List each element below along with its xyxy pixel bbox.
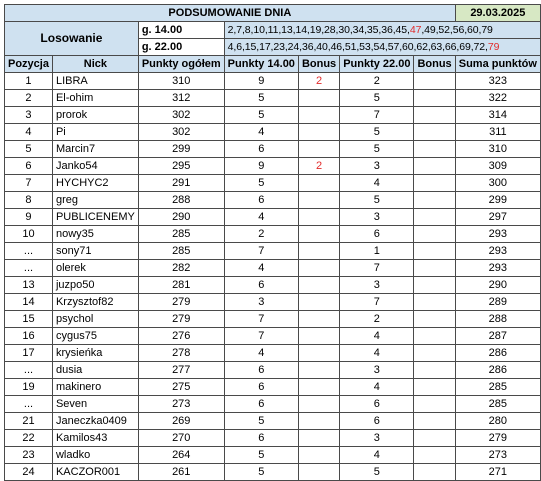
position-cell: ...: [5, 243, 53, 260]
bonus-22-cell: [414, 90, 455, 107]
position-cell: 4: [5, 124, 53, 141]
total-points-cell: 275: [138, 379, 224, 396]
table-row: [5, 396, 541, 413]
sum-points-cell: 289: [455, 294, 540, 311]
draw-label-1: g. 14.00: [138, 22, 224, 39]
nick-cell: dusia: [52, 362, 138, 379]
col-header-bonus-2: Bonus: [414, 56, 455, 73]
bonus-14-cell: [298, 260, 339, 277]
sum-points-cell: 293: [455, 226, 540, 243]
sum-points-cell: 271: [455, 464, 540, 481]
sum-points-cell: 299: [455, 192, 540, 209]
bonus-14-cell: [298, 107, 339, 124]
points-14-cell: 6: [224, 277, 298, 294]
page-title: PODSUMOWANIE DNIA: [5, 5, 456, 22]
total-points-cell: 312: [138, 90, 224, 107]
nick-cell: juzpo50: [52, 277, 138, 294]
bonus-14-cell: [298, 413, 339, 430]
nick-cell: makinero: [52, 379, 138, 396]
total-points-cell: 299: [138, 141, 224, 158]
sum-points-cell: 314: [455, 107, 540, 124]
total-points-cell: 282: [138, 260, 224, 277]
sum-points-cell: 285: [455, 379, 540, 396]
bonus-22-cell: [414, 192, 455, 209]
total-points-cell: 278: [138, 345, 224, 362]
ranking-rows: [5, 73, 541, 481]
points-22-cell: 5: [340, 124, 414, 141]
bonus-22-cell: [414, 379, 455, 396]
position-cell: 5: [5, 141, 53, 158]
col-header-nick: Nick: [52, 56, 138, 73]
position-cell: 13: [5, 277, 53, 294]
total-points-cell: 290: [138, 209, 224, 226]
points-22-cell: 4: [340, 379, 414, 396]
bonus-14-cell: [298, 192, 339, 209]
nick-cell: olerek: [52, 260, 138, 277]
points-22-cell: 4: [340, 345, 414, 362]
points-22-cell: 5: [340, 192, 414, 209]
points-14-cell: 3: [224, 294, 298, 311]
points-14-cell: 9: [224, 73, 298, 90]
bonus-14-cell: [298, 209, 339, 226]
col-header-pozycja: Pozycja: [5, 56, 53, 73]
points-14-cell: 2: [224, 226, 298, 243]
total-points-cell: 276: [138, 328, 224, 345]
points-22-cell: 6: [340, 413, 414, 430]
table-row: [5, 430, 541, 447]
table-row: [5, 447, 541, 464]
position-cell: ...: [5, 260, 53, 277]
nick-cell: Janko54: [52, 158, 138, 175]
sum-points-cell: 311: [455, 124, 540, 141]
points-14-cell: 4: [224, 209, 298, 226]
table-row: [5, 107, 541, 124]
bonus-22-cell: [414, 345, 455, 362]
total-points-cell: 261: [138, 464, 224, 481]
bonus-22-cell: [414, 311, 455, 328]
bonus-14-cell: [298, 294, 339, 311]
points-22-cell: 1: [340, 243, 414, 260]
table-row: [5, 124, 541, 141]
points-22-cell: 4: [340, 447, 414, 464]
date-cell: 29.03.2025: [455, 5, 540, 22]
nick-cell: KACZOR001: [52, 464, 138, 481]
sum-points-cell: 285: [455, 396, 540, 413]
table-row: [5, 413, 541, 430]
bonus-14-cell: 2: [298, 158, 339, 175]
nick-cell: psychol: [52, 311, 138, 328]
total-points-cell: 288: [138, 192, 224, 209]
sum-points-cell: 279: [455, 430, 540, 447]
position-cell: 17: [5, 345, 53, 362]
position-cell: 3: [5, 107, 53, 124]
bonus-22-cell: [414, 124, 455, 141]
total-points-cell: 291: [138, 175, 224, 192]
points-22-cell: 4: [340, 328, 414, 345]
sum-points-cell: 286: [455, 362, 540, 379]
sum-points-cell: 288: [455, 311, 540, 328]
nick-cell: HYCHYC2: [52, 175, 138, 192]
nick-cell: prorok: [52, 107, 138, 124]
nick-cell: El-ohim: [52, 90, 138, 107]
points-14-cell: 4: [224, 260, 298, 277]
table-row: [5, 90, 541, 107]
sum-points-cell: 287: [455, 328, 540, 345]
bonus-14-cell: [298, 345, 339, 362]
position-cell: 19: [5, 379, 53, 396]
nick-cell: wladko: [52, 447, 138, 464]
points-22-cell: 7: [340, 260, 414, 277]
total-points-cell: 295: [138, 158, 224, 175]
position-cell: 22: [5, 430, 53, 447]
table-row: [5, 379, 541, 396]
total-points-cell: 285: [138, 226, 224, 243]
bonus-22-cell: [414, 226, 455, 243]
points-22-cell: 4: [340, 175, 414, 192]
position-cell: 15: [5, 311, 53, 328]
points-14-cell: 4: [224, 345, 298, 362]
bonus-14-cell: [298, 464, 339, 481]
col-header-bonus-1: Bonus: [298, 56, 339, 73]
total-points-cell: 279: [138, 311, 224, 328]
total-points-cell: 270: [138, 430, 224, 447]
points-22-cell: 2: [340, 73, 414, 90]
title-row: [5, 5, 541, 22]
position-cell: 8: [5, 192, 53, 209]
bonus-22-cell: [414, 141, 455, 158]
bonus-14-cell: [298, 379, 339, 396]
bonus-14-cell: [298, 311, 339, 328]
sum-points-cell: 323: [455, 73, 540, 90]
points-22-cell: 7: [340, 294, 414, 311]
sum-points-cell: 297: [455, 209, 540, 226]
position-cell: ...: [5, 396, 53, 413]
table-row: [5, 226, 541, 243]
bonus-14-cell: [298, 141, 339, 158]
nick-cell: Kamilos43: [52, 430, 138, 447]
nick-cell: sony71: [52, 243, 138, 260]
bonus-14-cell: [298, 430, 339, 447]
points-14-cell: 5: [224, 413, 298, 430]
total-points-cell: 302: [138, 124, 224, 141]
position-cell: 23: [5, 447, 53, 464]
draw-numbers-1: 2,7,8,10,11,13,14,19,28,30,34,35,36,45,47,49,52,56,60,79: [224, 22, 540, 39]
sum-points-cell: 286: [455, 345, 540, 362]
position-cell: 2: [5, 90, 53, 107]
points-14-cell: 7: [224, 311, 298, 328]
sum-points-cell: 290: [455, 277, 540, 294]
bonus-22-cell: [414, 73, 455, 90]
bonus-22-cell: [414, 243, 455, 260]
sum-points-cell: 310: [455, 141, 540, 158]
table-row: [5, 464, 541, 481]
sum-points-cell: 300: [455, 175, 540, 192]
total-points-cell: 279: [138, 294, 224, 311]
points-14-cell: 6: [224, 396, 298, 413]
sum-points-cell: 280: [455, 413, 540, 430]
position-cell: 21: [5, 413, 53, 430]
nick-cell: Pi: [52, 124, 138, 141]
points-22-cell: 7: [340, 107, 414, 124]
table-row: [5, 243, 541, 260]
bonus-14-cell: [298, 277, 339, 294]
bonus-14-cell: [298, 175, 339, 192]
table-row: [5, 192, 541, 209]
points-14-cell: 5: [224, 464, 298, 481]
position-cell: 16: [5, 328, 53, 345]
table-row: [5, 209, 541, 226]
nick-cell: greg: [52, 192, 138, 209]
points-14-cell: 6: [224, 430, 298, 447]
table-row: [5, 328, 541, 345]
sum-points-cell: 293: [455, 260, 540, 277]
draw-label-2: g. 22.00: [138, 39, 224, 56]
table-row: [5, 158, 541, 175]
nick-cell: cygus75: [52, 328, 138, 345]
bonus-14-cell: [298, 226, 339, 243]
points-22-cell: 5: [340, 464, 414, 481]
total-points-cell: 269: [138, 413, 224, 430]
points-22-cell: 6: [340, 396, 414, 413]
position-cell: 10: [5, 226, 53, 243]
bonus-22-cell: [414, 107, 455, 124]
points-14-cell: 6: [224, 192, 298, 209]
position-cell: 9: [5, 209, 53, 226]
bonus-22-cell: [414, 294, 455, 311]
points-14-cell: 5: [224, 447, 298, 464]
nick-cell: krysieńka: [52, 345, 138, 362]
bonus-22-cell: [414, 396, 455, 413]
bonus-22-cell: [414, 175, 455, 192]
points-22-cell: 3: [340, 277, 414, 294]
bonus-14-cell: [298, 243, 339, 260]
col-header-punkty-22: Punkty 22.00: [340, 56, 414, 73]
points-22-cell: 3: [340, 430, 414, 447]
nick-cell: PUBLICENEMY: [52, 209, 138, 226]
nick-cell: Marcin7: [52, 141, 138, 158]
table-row: [5, 345, 541, 362]
losowanie-label: Losowanie: [5, 22, 139, 56]
sum-points-cell: 322: [455, 90, 540, 107]
position-cell: 24: [5, 464, 53, 481]
sum-points-cell: 309: [455, 158, 540, 175]
points-22-cell: 3: [340, 362, 414, 379]
bonus-22-cell: [414, 430, 455, 447]
position-cell: 6: [5, 158, 53, 175]
table-row: [5, 141, 541, 158]
column-header-row: [5, 56, 541, 73]
bonus-22-cell: [414, 362, 455, 379]
nick-cell: nowy35: [52, 226, 138, 243]
points-14-cell: 6: [224, 379, 298, 396]
position-cell: 7: [5, 175, 53, 192]
points-22-cell: 2: [340, 311, 414, 328]
draw-numbers-2: 4,6,15,17,23,24,36,40,46,51,53,54,57,60,62,63,66,69,72,79: [224, 39, 540, 56]
total-points-cell: 285: [138, 243, 224, 260]
total-points-cell: 281: [138, 277, 224, 294]
total-points-cell: 273: [138, 396, 224, 413]
sum-points-cell: 273: [455, 447, 540, 464]
bonus-22-cell: [414, 209, 455, 226]
points-22-cell: 3: [340, 158, 414, 175]
points-14-cell: 9: [224, 158, 298, 175]
position-cell: 1: [5, 73, 53, 90]
total-points-cell: 302: [138, 107, 224, 124]
bonus-14-cell: [298, 90, 339, 107]
sum-points-cell: 293: [455, 243, 540, 260]
table-row: [5, 294, 541, 311]
position-cell: ...: [5, 362, 53, 379]
points-14-cell: 4: [224, 124, 298, 141]
total-points-cell: 277: [138, 362, 224, 379]
table-row: [5, 277, 541, 294]
table-row: [5, 73, 541, 90]
points-22-cell: 5: [340, 141, 414, 158]
col-header-suma: Suma punktów: [455, 56, 540, 73]
bonus-22-cell: [414, 158, 455, 175]
bonus-14-cell: [298, 328, 339, 345]
col-header-punkty-ogolem: Punkty ogółem: [138, 56, 224, 73]
bonus-22-cell: [414, 260, 455, 277]
points-22-cell: 3: [340, 209, 414, 226]
bonus-22-cell: [414, 464, 455, 481]
points-14-cell: 6: [224, 141, 298, 158]
bonus-14-cell: [298, 124, 339, 141]
points-14-cell: 5: [224, 90, 298, 107]
nick-cell: Seven: [52, 396, 138, 413]
points-22-cell: 5: [340, 90, 414, 107]
points-14-cell: 6: [224, 362, 298, 379]
bonus-14-cell: [298, 362, 339, 379]
total-points-cell: 264: [138, 447, 224, 464]
bonus-14-cell: 2: [298, 73, 339, 90]
bonus-22-cell: [414, 447, 455, 464]
bonus-22-cell: [414, 413, 455, 430]
position-cell: 14: [5, 294, 53, 311]
points-14-cell: 7: [224, 243, 298, 260]
bonus-22-cell: [414, 328, 455, 345]
nick-cell: LIBRA: [52, 73, 138, 90]
table-row: [5, 362, 541, 379]
points-14-cell: 5: [224, 107, 298, 124]
bonus-22-cell: [414, 277, 455, 294]
table-row: [5, 260, 541, 277]
col-header-punkty-14: Punkty 14.00: [224, 56, 298, 73]
table-row: [5, 311, 541, 328]
table-row: [5, 175, 541, 192]
points-14-cell: 5: [224, 175, 298, 192]
points-14-cell: 7: [224, 328, 298, 345]
bonus-14-cell: [298, 447, 339, 464]
total-points-cell: 310: [138, 73, 224, 90]
nick-cell: Krzysztof82: [52, 294, 138, 311]
nick-cell: Janeczka0409: [52, 413, 138, 430]
points-22-cell: 6: [340, 226, 414, 243]
summary-table: [4, 4, 541, 481]
draw-row-1: [5, 22, 541, 39]
bonus-14-cell: [298, 396, 339, 413]
